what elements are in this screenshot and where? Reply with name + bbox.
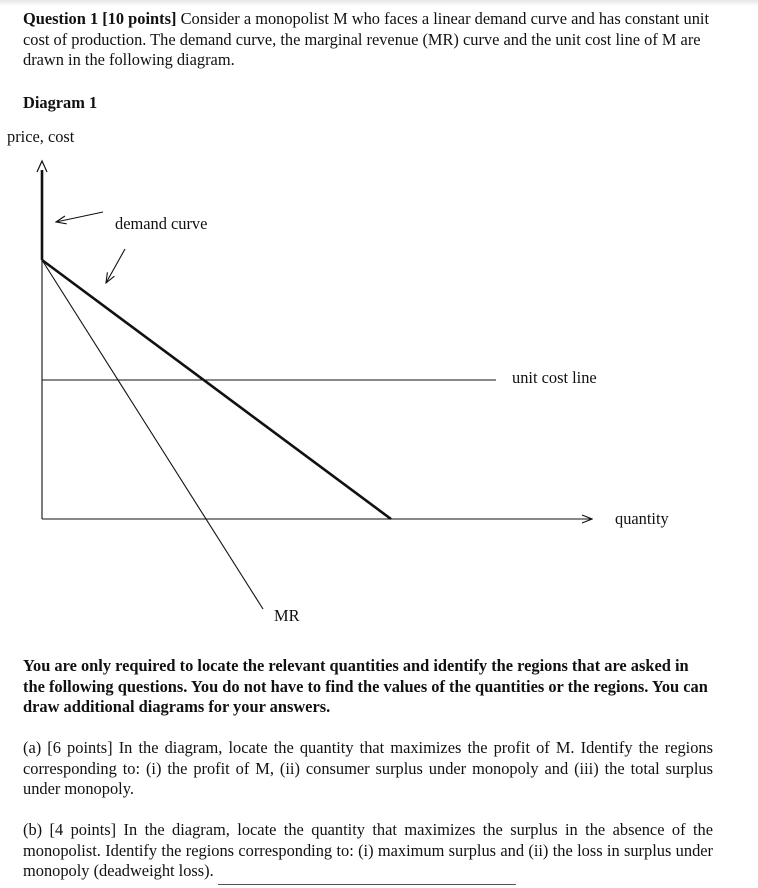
diagram-title: Diagram 1 <box>23 93 98 112</box>
instructions-paragraph: You are only required to locate the relevant quantities and identify the regions that are asked in the following questions. You do not have to find the values of the quantities or the regions. You can draw additional diagrams for your answers. <box>23 656 708 717</box>
bottom-rule <box>218 884 516 885</box>
y-axis-label: price, cost <box>7 127 75 146</box>
demand-curve-label: demand curve <box>115 214 208 233</box>
x-axis-label: quantity <box>615 509 669 528</box>
demand-label-arrow-down <box>106 249 125 283</box>
mr-curve <box>42 260 263 609</box>
part-b-paragraph: (b) [4 points] In the diagram, locate the quantity that maximizes the surplus in the absence of the monopolist. Identify the regions corresponding to: (i) maximum surplus and (ii) the loss in surplus under monopoly (deadweight loss). <box>23 820 713 881</box>
question-text: Consider a monopolist M who faces a linear demand curve and has constant unit cost of production. The demand curve, the marginal revenue (MR) curve and the unit cost line of M are drawn in the following diagram. <box>23 9 710 70</box>
demand-label-arrow-left <box>56 212 103 222</box>
demand-curve <box>42 260 391 519</box>
question-label: Question 1 [10 points] <box>23 9 177 28</box>
part-a-paragraph: (a) [6 points] In the diagram, locate the quantity that maximizes the profit of M. Identify the regions corresponding to: (i) the profit of M, (ii) consumer surplus under monopoly and (iii) the total surplus under monopoly. <box>23 738 713 799</box>
mr-label: MR <box>274 606 300 625</box>
unit-cost-label: unit cost line <box>512 368 597 387</box>
